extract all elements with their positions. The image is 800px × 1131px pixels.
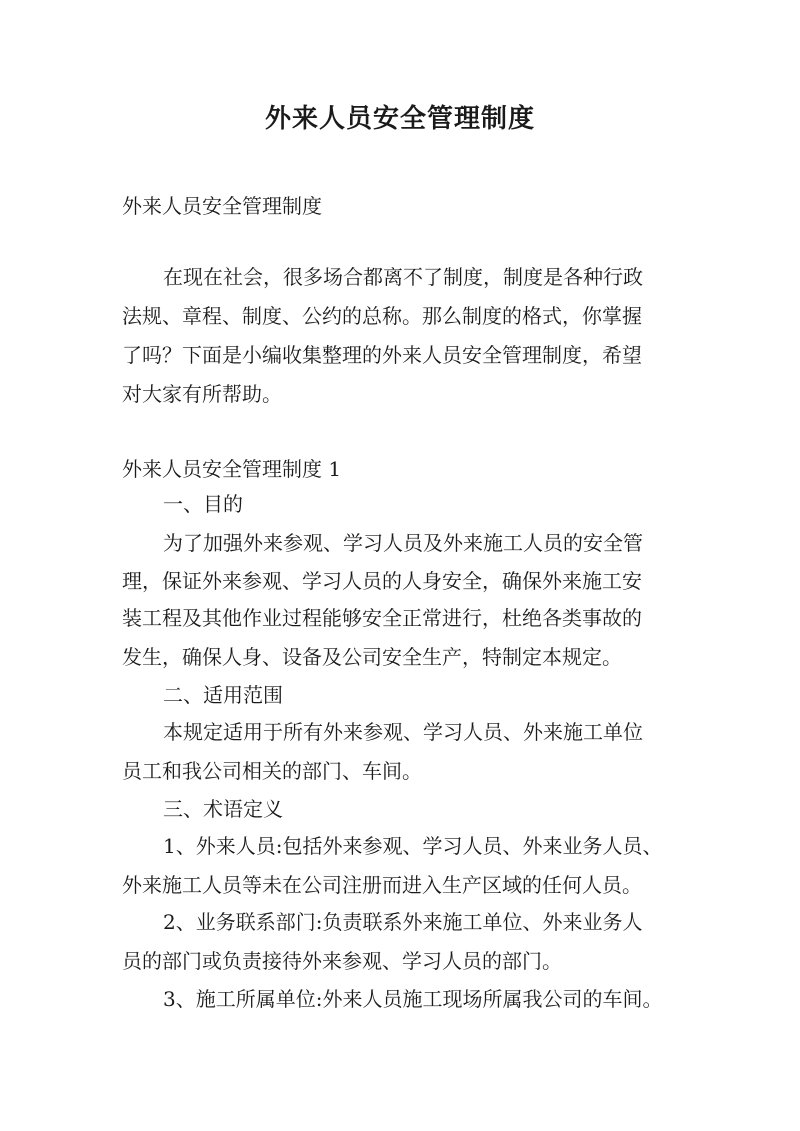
term2-line-2: 员的部门或负责接待外来参观、学习人员的部门。 [122,949,562,973]
terms-heading: 三、术语定义 [163,797,283,821]
purpose-line-4: 发生，确保人身、设备及公司安全生产，特制定本规定。 [122,645,622,669]
intro-line-4: 对大家有所帮助。 [122,382,282,406]
intro-line-3: 了吗？下面是小编收集整理的外来人员安全管理制度，希望 [122,343,642,367]
section1-heading: 外来人员安全管理制度 1 [122,457,342,481]
scope-line-2: 员工和我公司相关的部门、车间。 [122,759,422,783]
purpose-line-1: 为了加强外来参观、学习人员及外来施工人员的安全管 [163,531,643,555]
scope-heading: 二、适用范围 [163,683,283,707]
term1-line-1: 1、外来人员:包括外来参观、学习人员、外来业务人员、 [163,834,663,858]
intro-line-1: 在现在社会，很多场合都离不了制度，制度是各种行政 [163,265,643,289]
purpose-line-3: 装工程及其他作业过程能够安全正常进行，杜绝各类事故的 [122,606,642,630]
purpose-heading: 一、目的 [163,492,243,516]
scope-line-1: 本规定适用于所有外来参观、学习人员、外来施工单位 [163,720,643,744]
subtitle: 外来人员安全管理制度 [122,194,322,218]
purpose-line-2: 理，保证外来参观、学习人员的人身安全，确保外来施工安 [122,569,642,593]
document-title: 外来人员安全管理制度 [264,104,535,134]
term1-line-2: 外来施工人员等未在公司注册而进入生产区域的任何人员。 [122,873,642,897]
term2-line-1: 2、业务联系部门:负责联系外来施工单位、外来业务人 [163,910,643,934]
term3-line-1: 3、施工所属单位:外来人员施工现场所属我公司的车间。 [163,987,663,1011]
intro-line-2: 法规、章程、制度、公约的总称。那么制度的格式，你掌握 [122,304,642,328]
